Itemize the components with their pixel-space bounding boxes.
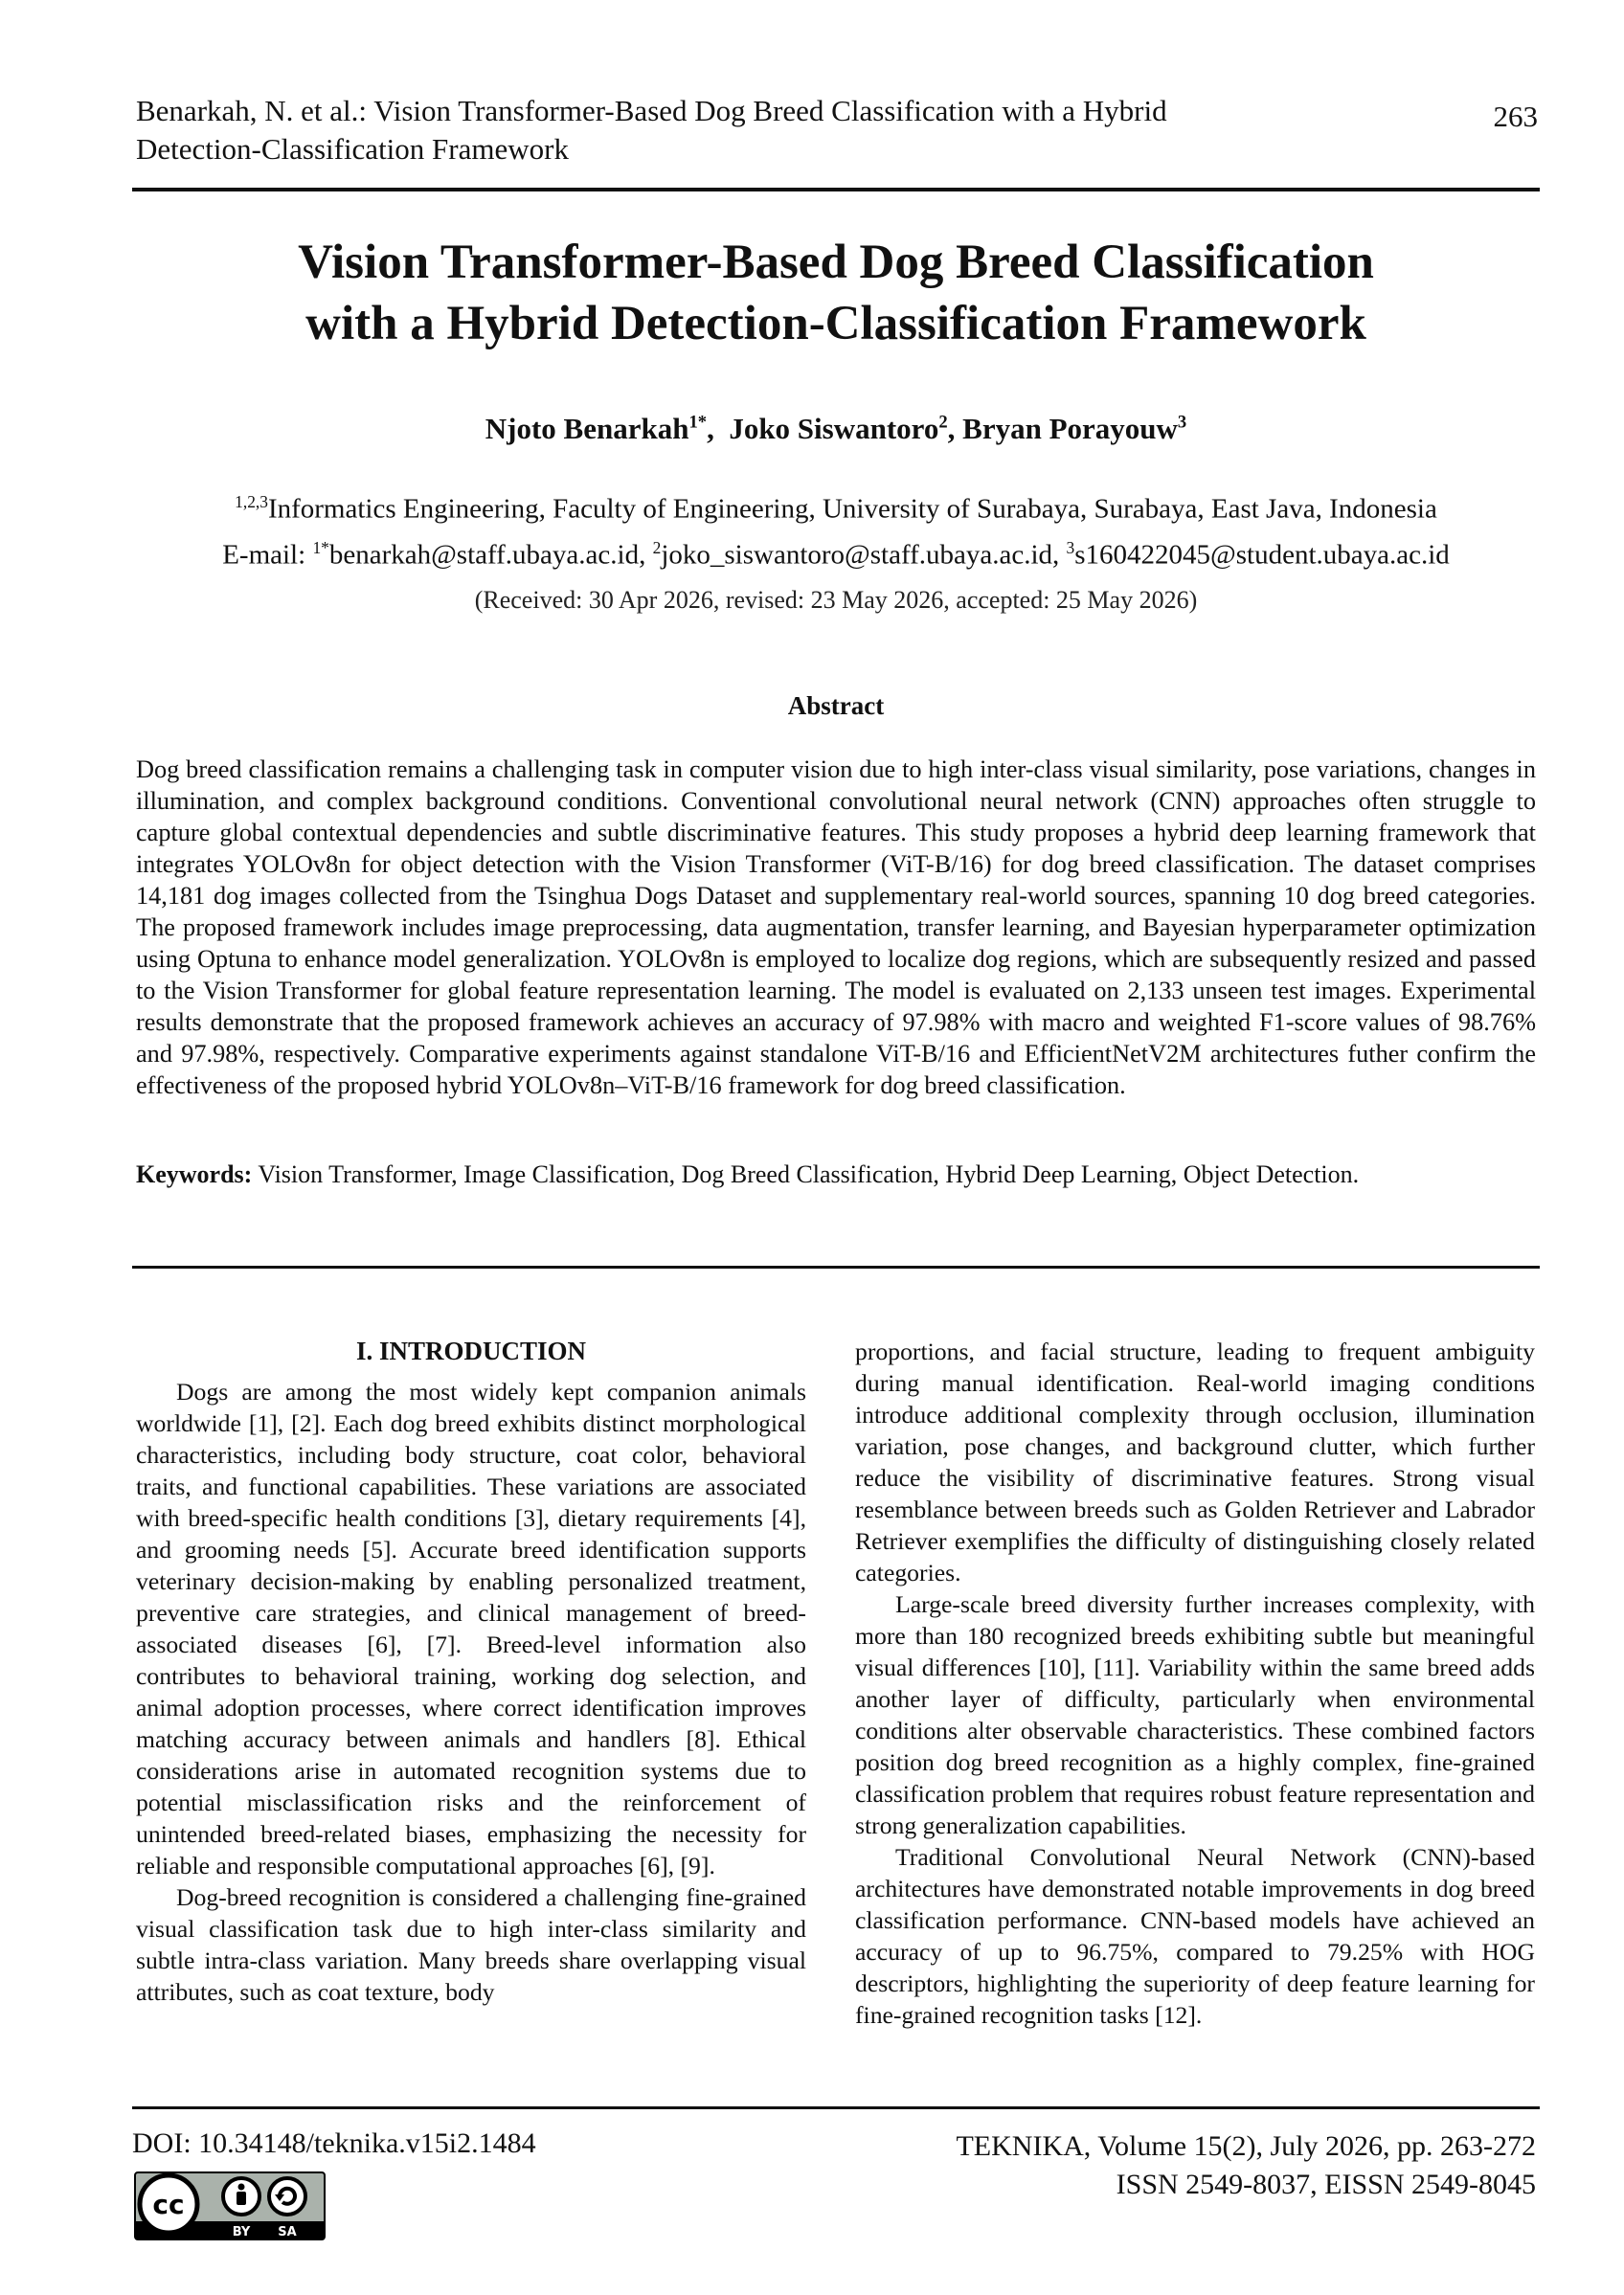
cc-by-sa-license-icon — [134, 2171, 326, 2240]
paragraph: proportions, and facial structure, leading to frequent ambiguity during manual identification. Real-world imaging conditions introduce additional complexity through occlusion, illumination variation, pose changes, and background clutter, which further reduce the visibility of discriminative features. Strong visual resemblance between breeds such as Golden Retriever and Labrador Retriever exemplifies the difficulty of distinguishing closely related categories. — [855, 1338, 1535, 1586]
abstract-heading: Abstract — [787, 691, 885, 720]
doi[interactable]: DOI: 10.34148/teknika.v15i2.1484 — [132, 2127, 536, 2159]
license-by-label: BY — [232, 2225, 251, 2239]
section-heading: I. INTRODUCTION — [355, 1337, 587, 1365]
paragraph: Traditional Convolutional Neural Network (CNN)-based architectures have demonstrated notable improvements in dog breed classification performance. CNN-based models have achieved an accuracy of up to 96.75%, compared to 79.25% with HOG descriptors, highlighting the superiority of deep feature learning for fine-grained recognition tasks [12]. — [855, 1843, 1535, 2029]
abstract-text: Dog breed classification remains a challenging task in computer vision due to high inter-class visual similarity, pose variations, changes in illumination, and complex background conditions. Conventional convolutional neural network (CNN) approaches often struggle to capture global contextual dependencies and subtle discriminative features. This study proposes a hybrid deep learning framework that integrates YOLOv8n for object detection with the Vision Transformer (ViT-B/16) for dog breed classification. The dataset comprises 14,181 dog images collected from the Tsinghua Dogs Dataset and supplementary real-world sources, spanning 10 dog breed categories. The proposed framework includes image preprocessing, data augmentation, transfer learning, and Bayesian hyperparameter optimization using Optuna to enhance model generalization. YOLOv8n is employed to localize dog regions, which are subsequently resized and passed to the Vision Transformer for global feature representation learning. The model is evaluated on 2,133 unseen test images. Experimental results demonstrate that the proposed framework achieves an accuracy of 97.98% with macro and weighted F1-score values of 98.76% and 97.98%, respectively. Comparative experiments against standalone ViT-B/16 and EfficientNetV2M architectures futher confirm the effectiveness of the proposed hybrid YOLOv8n–ViT-B/16 framework for dog breed classification. — [136, 755, 1536, 1099]
received-dates: (Received: 30 Apr 2026, revised: 23 May 2026, accepted: 25 May 2026) — [474, 586, 1198, 614]
author-list: Njoto Benarkah$^{1*}$, Joko Siswantoro$^2$, Bryan Porayouw$^3$ — [485, 412, 1187, 445]
paper-title: Vision Transformer-Based Dog Breed Classification with a Hybrid Detection-Classification Framework — [298, 236, 1374, 350]
header-rule — [132, 188, 1540, 191]
abstract-rule — [132, 1266, 1540, 1269]
running-header: Benarkah, N. et al.: Vision Transformer-Based Dog Breed Classification with a Hybrid Detection-Classification Framework — [136, 94, 1167, 166]
email-link[interactable]: joko_siswantoro@staff.ubaya.ac.id — [661, 539, 1053, 571]
paragraph: Dogs are among the most widely kept companion animals worldwide [1], [2]. Each dog breed exhibits distinct morphological characteristics, including body structure, coat color, behavioral traits, and functional capabilities. These variations are associated with breed-specific health conditions [3], dietary requirements [4], and grooming needs [5]. Accurate breed identification supports veterinary decision-making by enabling personalized treatment, preventive care strategies, and clinical management of breed-associated diseases [6], [7]. Breed-level information also contributes to behavioral training, working dog selection, and animal adoption processes, where correct identification improves matching accuracy between animals and handlers [8]. Ethical considerations arise in automated recognition systems due to potential misclassification risks and the reinforcement of unintended breed-related biases, emphasizing the necessity for reliable and responsible computational approaches [6], [9]. — [136, 1378, 806, 1879]
journal-info: TEKNIKA, Volume 15(2), July 2026, pp. 263-272 ISSN 2549-8037, EISSN 2549-8045 — [956, 2130, 1536, 2200]
license-sa-label: SA — [278, 2225, 297, 2239]
footer-rule — [132, 2106, 1540, 2109]
cc-icon-text: cc — [152, 2189, 185, 2220]
email-line: E-mail: $^{1*}$benarkah@staff.ubaya.ac.id, $^2$joko_siswantoro@staff.ubaya.ac.id, $^3$s160422045@student.ubaya.ac.id — [222, 537, 1450, 571]
paragraph: Large-scale breed diversity further increases complexity, with more than 180 recognized breeds exhibiting subtle but meaningful visual differences [10], [11]. Variability within the same breed adds another layer of difficulty, particularly when environmental conditions alter observable characteristics. These combined factors position dog breed recognition as a highly complex, fine-grained classification problem that requires robust feature representation and strong generalization capabilities. — [855, 1590, 1535, 1839]
keywords: Keywords: Vision Transformer, Image Classification, Dog Breed Classification, Hybrid Deep Learning, Object Detection. — [136, 1160, 1360, 1188]
author: Joko Siswantoro$^2$ — [729, 412, 948, 445]
author: Njoto Benarkah$^{1*}$ — [485, 412, 708, 445]
left-column — [136, 1376, 806, 2008]
paragraph: Dog-breed recognition is considered a challenging fine-grained visual classification task due to high inter-class similarity and subtle intra-class variation. Many breeds share overlapping visual attributes, such as coat texture, body — [136, 1883, 806, 2006]
email-link[interactable]: benarkah@staff.ubaya.ac.id — [328, 539, 640, 571]
affiliation: $^{1,2,3}$Informatics Engineering, Faculty of Engineering, University of Surabaya, Surabaya, East Java, Indonesia — [235, 492, 1437, 525]
email-link[interactable]: s160422045@student.ubaya.ac.id — [1074, 539, 1450, 571]
person-icon — [238, 2184, 245, 2191]
author: Bryan Porayouw$^3$ — [962, 412, 1187, 445]
affiliation-block — [132, 483, 1540, 574]
right-column — [855, 1336, 1535, 2031]
page-number: 263 — [1493, 100, 1538, 133]
